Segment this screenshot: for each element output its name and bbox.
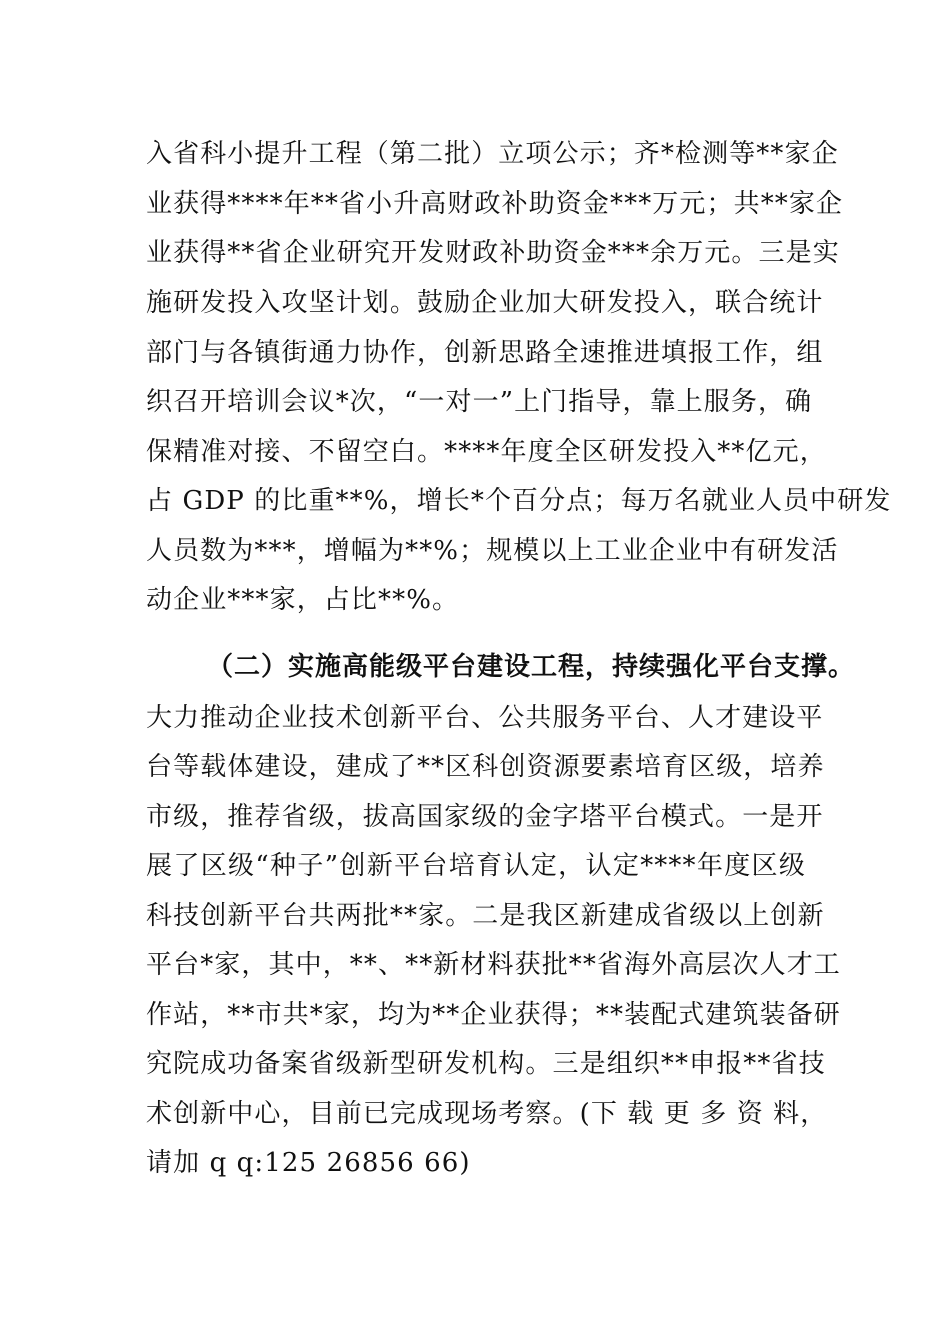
section-2-line-4: 展了区级“种子”创新平台培育认定，认定****年度区级 — [146, 851, 806, 881]
paragraph-1-line-6: 织召开培训会议*次，“一对一”上门指导，靠上服务，确 — [146, 387, 813, 417]
section-2-line-1: 大力推动企业技术创新平台、公共服务平台、人才建设平 — [146, 703, 824, 733]
paragraph-1-line-8: 占 GDP 的比重**%，增长*个百分点；每万名就业人员中研发 — [146, 486, 892, 516]
paragraph-1-line-10: 动企业***家，占比**%。 — [146, 585, 460, 615]
paragraph-1-line-2: 业获得****年**省小升高财政补助资金***万元；共**家企 — [146, 189, 844, 219]
paragraph-1-line-4: 施研发投入攻坚计划。鼓励企业加大研发投入，联合统计 — [146, 288, 824, 318]
section-2-line-7: 作站，**市共*家，均为**企业获得；**装配式建筑装备研 — [146, 1000, 841, 1030]
paragraph-1-line-7: 保精准对接、不留空白。****年度全区研发投入**亿元， — [146, 437, 827, 467]
section-2-line-9: 术创新中心，目前已完成现场考察。(下 载 更 多 资 料， — [146, 1099, 828, 1129]
section-2-line-8: 究院成功备案省级新型研发机构。三是组织**申报**省技 — [146, 1049, 826, 1079]
section-2-heading: （二）实施高能级平台建设工程，持续强化平台支撑。 — [207, 652, 856, 682]
section-2-line-5: 科技创新平台共两批**家。二是我区新建成省级以上创新 — [146, 901, 825, 931]
section-2-line-2: 台等载体建设，建成了**区科创资源要素培育区级，培养 — [146, 752, 825, 782]
paragraph-1-line-9: 人员数为***，增幅为**%；规模以上工业企业中有研发活 — [146, 536, 839, 566]
paragraph-1-line-3: 业获得**省企业研究开发财政补助资金***余万元。三是实 — [146, 238, 840, 268]
section-2-line-10: 请加 q q:125 26856 66) — [146, 1148, 471, 1178]
paragraph-1-line-5: 部门与各镇街通力协作，创新思路全速推进填报工作，组 — [146, 338, 824, 368]
paragraph-1-line-1: 入省科小提升工程（第二批）立项公示；齐*检测等**家企 — [146, 139, 839, 169]
section-2-line-6: 平台*家，其中，**、**新材料获批**省海外高层次人才工 — [146, 950, 841, 980]
section-2-line-3: 市级，推荐省级，拔高国家级的金字塔平台模式。一是开 — [146, 802, 824, 832]
